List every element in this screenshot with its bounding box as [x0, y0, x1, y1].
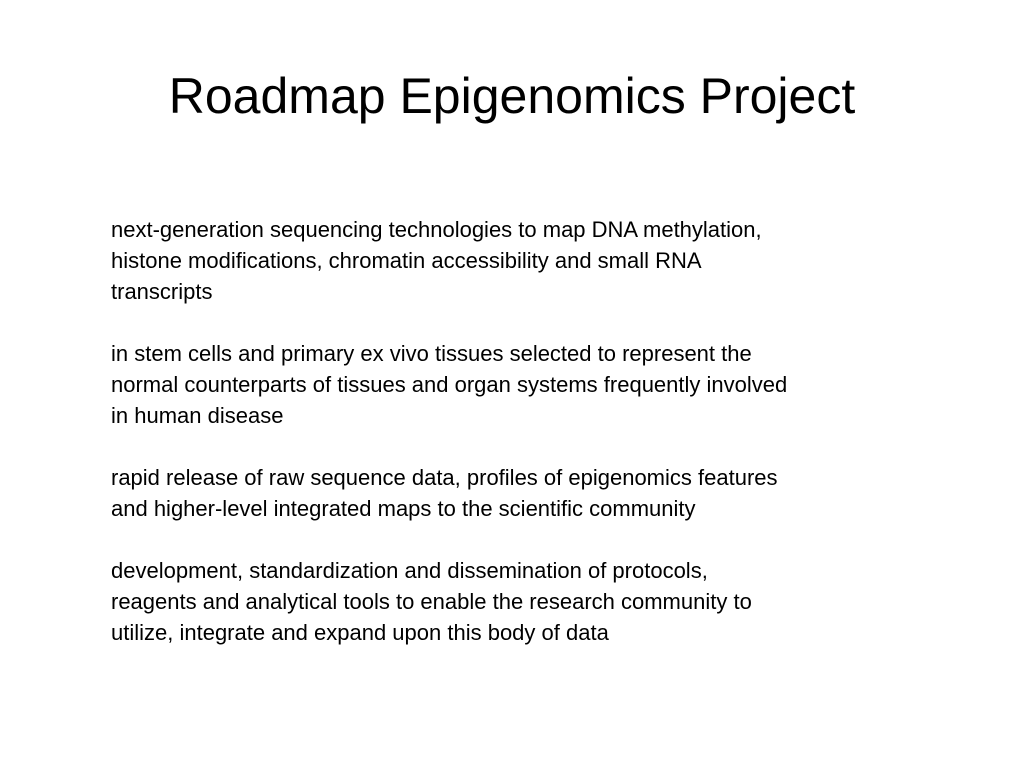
- slide-body: [111, 214, 911, 679]
- paragraph-line: transcripts: [111, 279, 213, 304]
- paragraph-line: in human disease: [111, 403, 284, 428]
- bullet-paragraph-data-release: [111, 462, 911, 524]
- paragraph-line: in stem cells and primary ex vivo tissues selected to represent the: [111, 341, 752, 366]
- paragraph-line: normal counterparts of tissues and organ systems frequently involved: [111, 372, 788, 397]
- bullet-paragraph-tissues: [111, 338, 911, 431]
- paragraph-line: reagents and analytical tools to enable the research community to: [111, 589, 752, 614]
- paragraph-line: utilize, integrate and expand upon this body of data: [111, 620, 609, 645]
- slide-title: Roadmap Epigenomics Project: [168, 68, 856, 124]
- bullet-paragraph-protocols: [111, 555, 911, 648]
- paragraph-line: rapid release of raw sequence data, profiles of epigenomics features: [111, 465, 778, 490]
- bullet-paragraph-sequencing: [111, 214, 911, 307]
- paragraph-line: histone modifications, chromatin accessibility and small RNA: [111, 248, 702, 273]
- paragraph-line: next-generation sequencing technologies to map DNA methylation,: [111, 217, 762, 242]
- paragraph-line: development, standardization and dissemination of protocols,: [111, 558, 708, 583]
- paragraph-line: and higher-level integrated maps to the scientific community: [111, 496, 696, 521]
